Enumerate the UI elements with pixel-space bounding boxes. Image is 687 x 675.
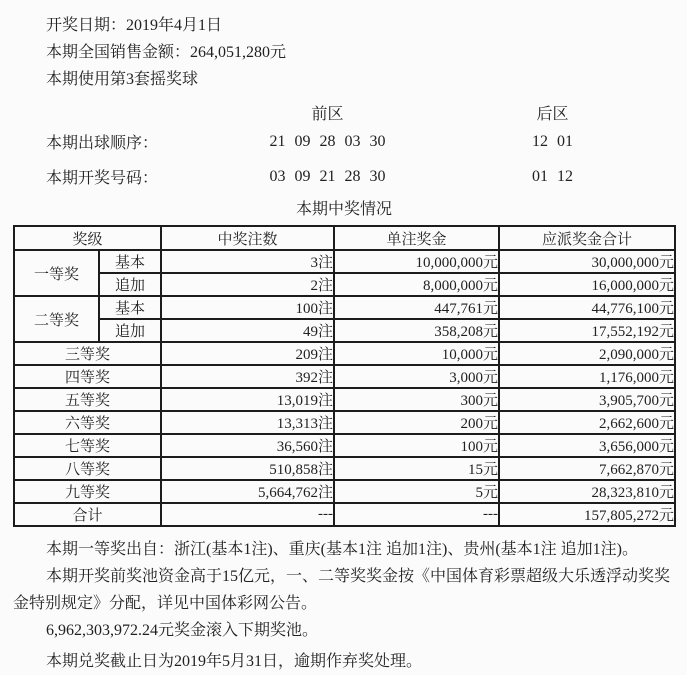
total-prize: 1,176,000元 <box>499 365 675 388</box>
table-row <box>14 365 675 388</box>
prize-table-title: 本期中奖情况 <box>295 201 392 218</box>
prize-level: 五等奖 <box>14 388 161 411</box>
winning-back-numbers: 01 12 <box>532 167 573 185</box>
single-prize: 5元 <box>334 480 499 503</box>
prize-level: 一等奖 <box>14 250 99 296</box>
header-total-prize: 应派奖金合计 <box>499 226 675 250</box>
table-row <box>14 296 675 319</box>
sales-amount-line: 本期全国销售金额：264,051,280元 <box>46 44 287 61</box>
single-prize: 3,000元 <box>334 365 499 388</box>
note-first-prize-origin: 本期一等奖出自：浙江(基本1注)、重庆(基本1注 追加1注)、贵州(基本1注 追加1注)。 <box>46 541 638 558</box>
prize-subtype: 追加 <box>99 273 161 296</box>
prize-level: 四等奖 <box>14 365 161 388</box>
single-prize: --- <box>334 503 499 526</box>
table-row <box>14 250 675 273</box>
table-row <box>14 388 675 411</box>
table-row <box>14 273 675 296</box>
table-row <box>14 457 675 480</box>
single-prize: 100元 <box>334 434 499 457</box>
prize-level: 三等奖 <box>14 342 161 365</box>
prize-level: 八等奖 <box>14 457 161 480</box>
total-prize: 3,656,000元 <box>499 434 675 457</box>
winner-count: 13,019注 <box>161 388 334 411</box>
prize-level: 合计 <box>14 503 161 526</box>
ball-numbers-section <box>13 100 675 194</box>
single-prize: 300元 <box>334 388 499 411</box>
winner-count: --- <box>161 503 334 526</box>
single-prize: 15元 <box>334 457 499 480</box>
table-row <box>14 434 675 457</box>
prize-level: 九等奖 <box>14 480 161 503</box>
total-prize: 2,090,000元 <box>499 342 675 365</box>
header-prize-level: 奖级 <box>14 226 161 250</box>
ball-set-line: 本期使用第3套摇奖球 <box>46 71 199 88</box>
prize-level: 七等奖 <box>14 434 161 457</box>
winner-count: 392注 <box>161 365 334 388</box>
single-prize: 447,761元 <box>334 296 499 319</box>
prize-subtype: 基本 <box>99 296 161 319</box>
notes-section <box>13 536 675 675</box>
total-prize: 30,000,000元 <box>499 250 675 273</box>
winning-numbers-label: 本期开奖号码： <box>46 170 159 187</box>
winner-count: 36,560注 <box>161 434 334 457</box>
prize-level: 二等奖 <box>14 296 99 342</box>
draw-date-line: 开奖日期：2019年4月1日 <box>46 17 223 34</box>
winning-front-numbers: 03 09 21 28 30 <box>269 167 386 185</box>
note-rollover: 6,962,303,972.24元奖金滚入下期奖池。 <box>46 622 319 639</box>
total-prize: 7,662,870元 <box>499 457 675 480</box>
prize-level: 六等奖 <box>14 411 161 434</box>
total-prize: 2,662,600元 <box>499 411 675 434</box>
table-total-row <box>14 503 675 526</box>
single-prize: 358,208元 <box>334 319 499 342</box>
winner-count: 3注 <box>161 250 334 273</box>
prize-subtype: 追加 <box>99 319 161 342</box>
single-prize: 10,000元 <box>334 342 499 365</box>
winner-count: 2注 <box>161 273 334 296</box>
table-row <box>14 411 675 434</box>
zone-header-spacer <box>13 100 200 124</box>
winner-count: 209注 <box>161 342 334 365</box>
total-prize: 3,905,700元 <box>499 388 675 411</box>
winner-count: 13,313注 <box>161 411 334 434</box>
total-prize: 16,000,000元 <box>499 273 675 296</box>
table-header-row <box>14 226 675 250</box>
total-prize: 17,552,192元 <box>499 319 675 342</box>
table-row <box>14 319 675 342</box>
winner-count: 510,858注 <box>161 457 334 480</box>
single-prize: 8,000,000元 <box>334 273 499 296</box>
draw-order-back-numbers: 12 01 <box>532 132 573 150</box>
header-single-prize: 单注奖金 <box>334 226 499 250</box>
total-prize: 28,323,810元 <box>499 480 675 503</box>
table-row <box>14 480 675 503</box>
note-redeem-deadline: 本期兑奖截止日为2019年5月31日，逾期作弃奖处理。 <box>46 653 423 670</box>
header-winner-count: 中奖注数 <box>161 226 334 250</box>
total-prize: 44,776,100元 <box>499 296 675 319</box>
draw-order-label: 本期出球顺序： <box>46 135 159 152</box>
front-zone-header: 前区 <box>311 105 344 123</box>
back-zone-header: 后区 <box>536 105 569 123</box>
single-prize: 10,000,000元 <box>334 250 499 273</box>
winner-count: 100注 <box>161 296 334 319</box>
note-pool-rule: 本期开奖前奖池资金高于15亿元，一、二等奖奖金按《中国体育彩票超级大乐透浮动奖奖金特别规定》分配，详见中国体彩网公告。 <box>13 568 671 612</box>
total-prize: 157,805,272元 <box>499 503 675 526</box>
winner-count: 49注 <box>161 319 334 342</box>
single-prize: 200元 <box>334 411 499 434</box>
prize-subtype: 基本 <box>99 250 161 273</box>
table-row <box>14 342 675 365</box>
winner-count: 5,664,762注 <box>161 480 334 503</box>
prize-table <box>13 225 676 527</box>
draw-order-front-numbers: 21 09 28 03 30 <box>269 132 386 150</box>
